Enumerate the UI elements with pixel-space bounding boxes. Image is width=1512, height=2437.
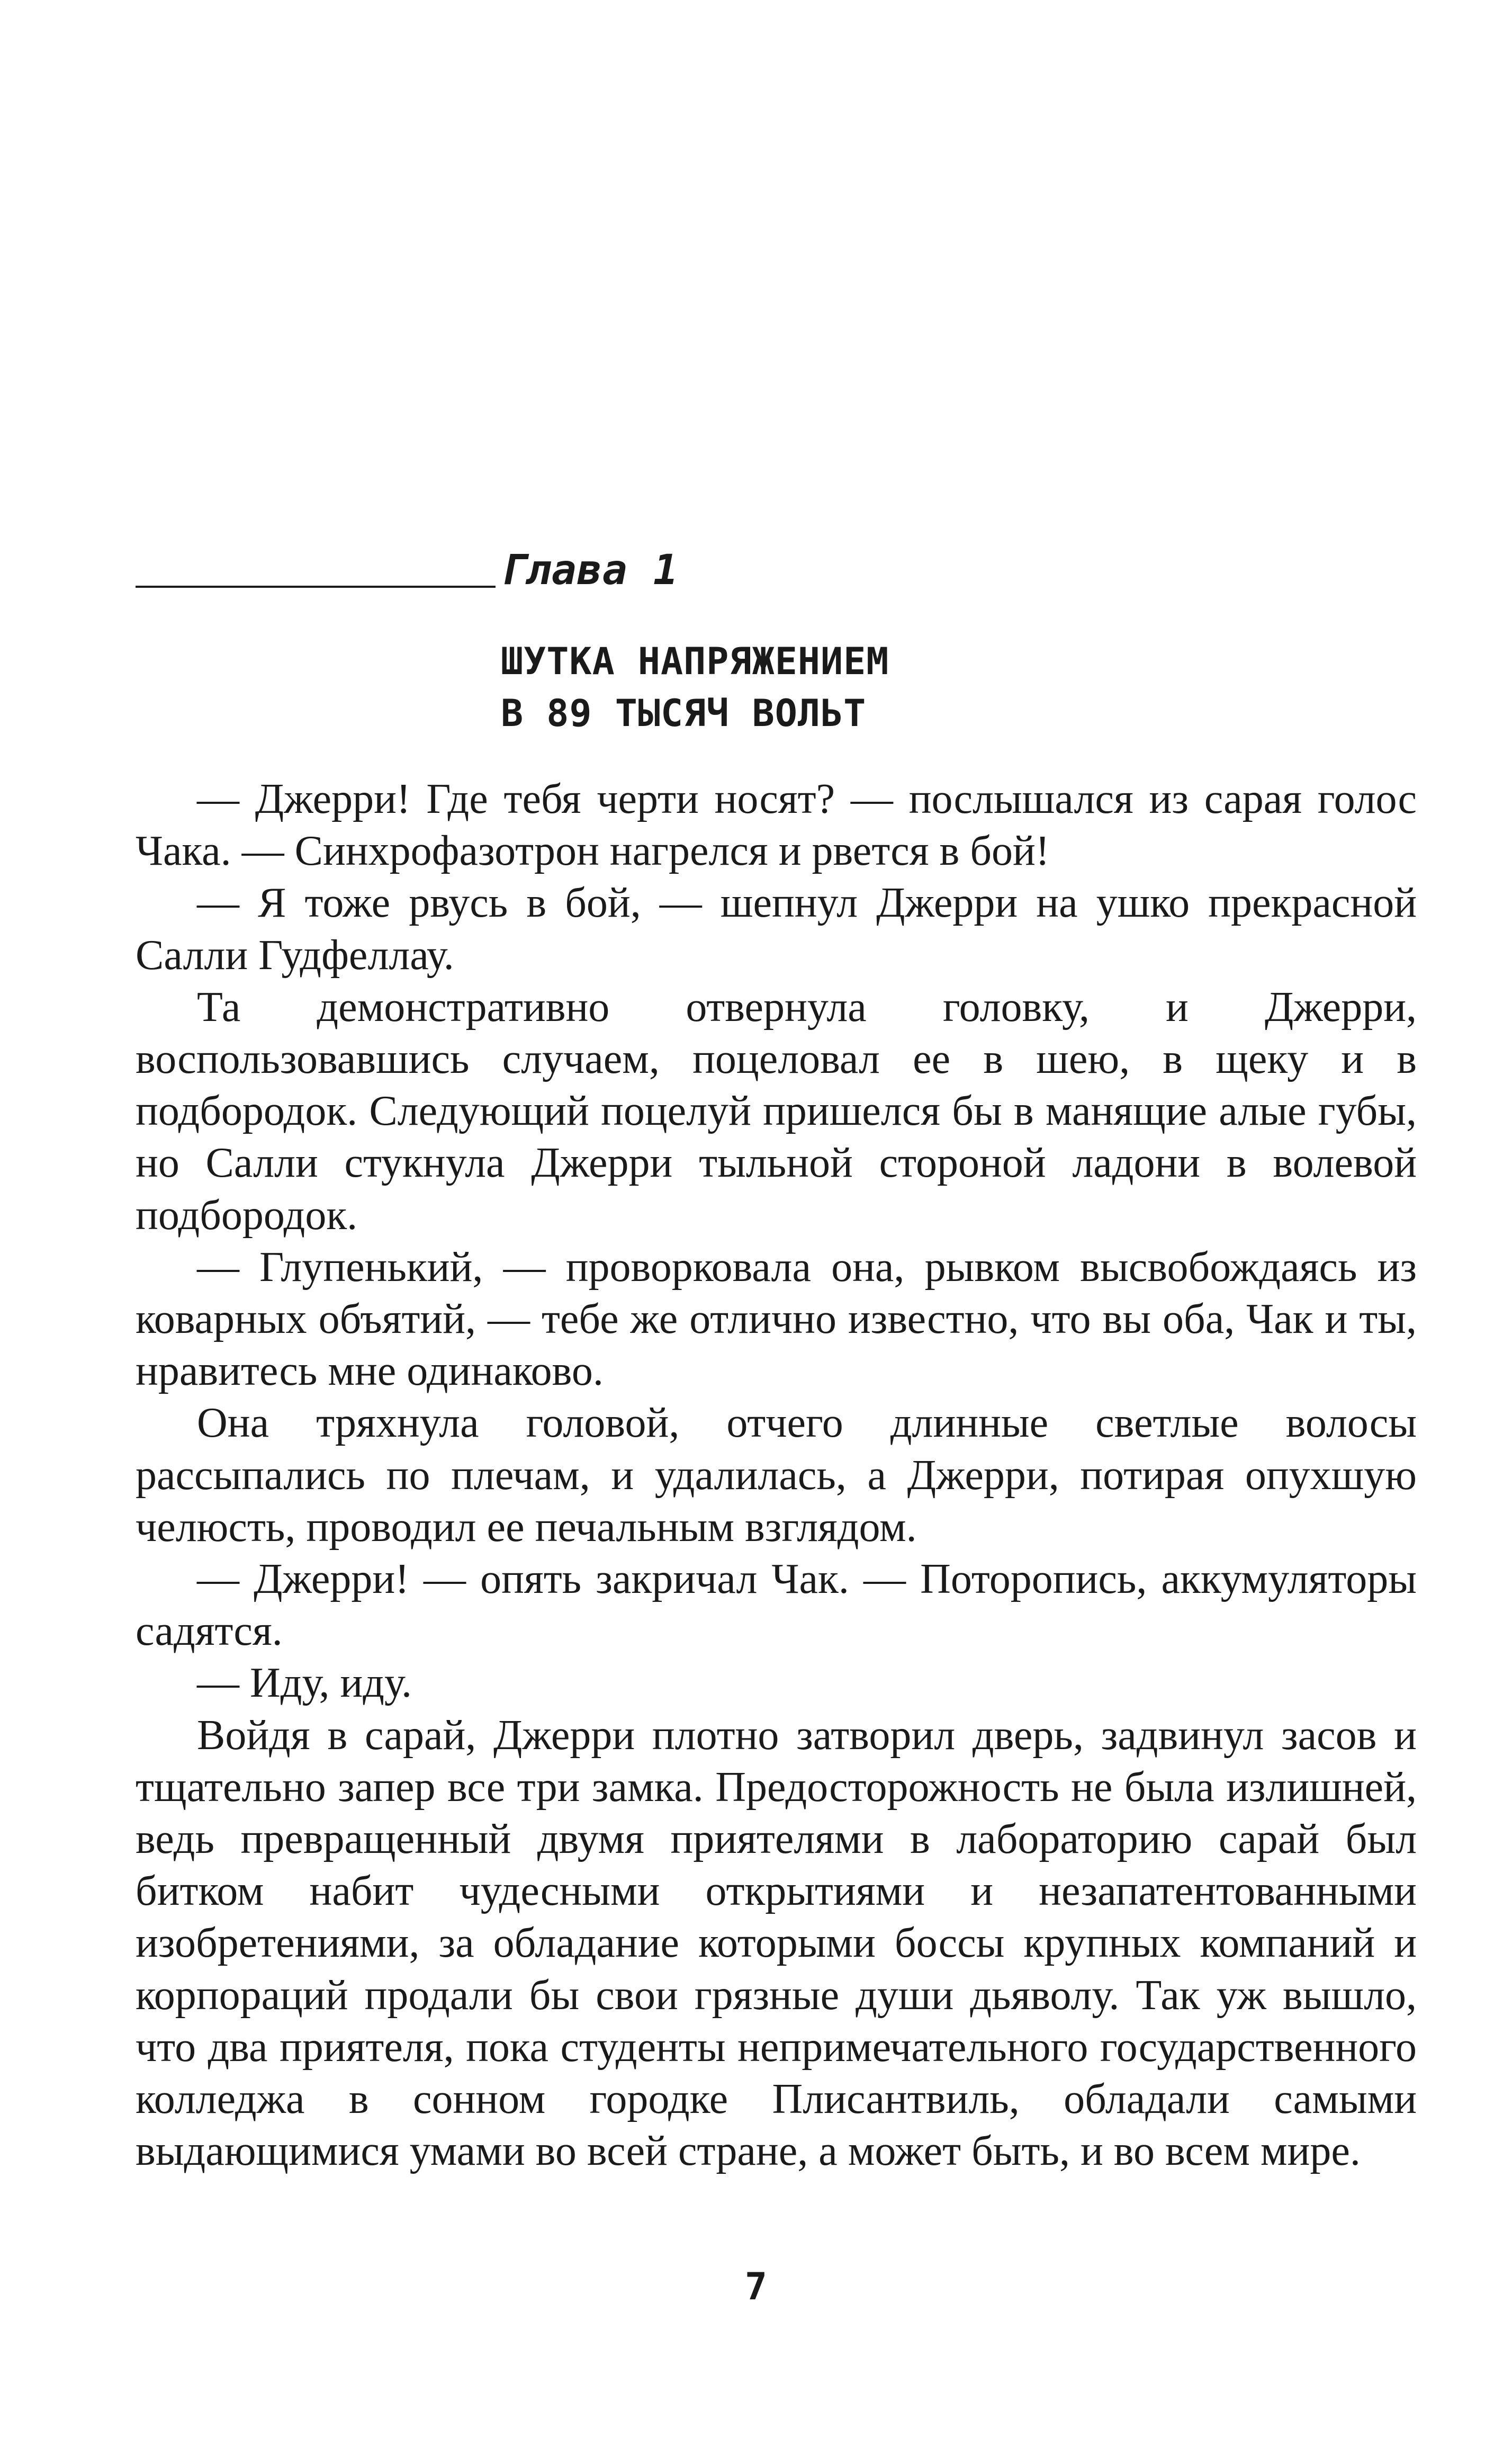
paragraph: — Глупенький, — проворковала она, рывком высвобождаясь из коварных объятий, — тебе же отлично известно, что вы оба, Чак и ты, нравитесь мне одинаково.	[136, 1243, 1417, 1395]
paragraph: — Джерри! — опять закричал Чак. — Поторопись, аккумуляторы садятся.	[136, 1556, 1417, 1655]
chapter-title-line-2: В 89 ТЫСЯЧ ВОЛЬТ	[501, 692, 867, 735]
chapter-title-line-1: ШУТКА НАПРЯЖЕНИЕМ	[501, 640, 889, 683]
chapter-rule	[136, 586, 496, 588]
chapter-title	[501, 635, 889, 739]
paragraph: Войдя в сарай, Джерри плотно затворил дверь, задвинул засов и тщательно запер все три замка. Предосторожность не была излишней, ведь превращенный двумя приятелями в лабораторию сарай был битком набит чудесными открытиями и незапатентованными изобретениями, за обладание которыми боссы крупных компаний и корпораций продали бы свои грязные души дьяволу. Так уж вышло, что два приятеля, пока студенты непримечательного государственного колледжа в сонном городке Плисантвиль, обладали самыми выдающимися умами во всей стране, а может быть, и во всем мире.	[136, 1712, 1417, 2175]
paragraph: — Я тоже рвусь в бой, — шепнул Джерри на ушко прекрасной Салли Гудфеллау.	[136, 880, 1417, 979]
chapter-heading: Глава 1	[501, 546, 679, 594]
page-number: 7	[744, 2265, 768, 2308]
paragraph: — Иду, иду.	[197, 1660, 412, 1707]
paragraph: — Джерри! Где тебя черти носят? — послышался из сарая голос Чака. — Синхрофазотрон нагрелся и рвется в бой!	[136, 776, 1417, 875]
paragraph: Та демонстративно отвернула головку, и Джерри, воспользовавшись случаем, поцеловал ее в шею, в щеку и в подбородок. Следующий поцелуй пришелся бы в манящие алые губы, но Салли стукнула Джерри тыльной стороной ладони в волевой подбородок.	[136, 983, 1417, 1239]
body-text	[136, 773, 1417, 2177]
paragraph: Она тряхнула головой, отчего длинные светлые волосы рассыпались по плечам, и удалилась, а Джерри, потирая опухшую челюсть, проводил ее печальным взглядом.	[136, 1400, 1417, 1551]
